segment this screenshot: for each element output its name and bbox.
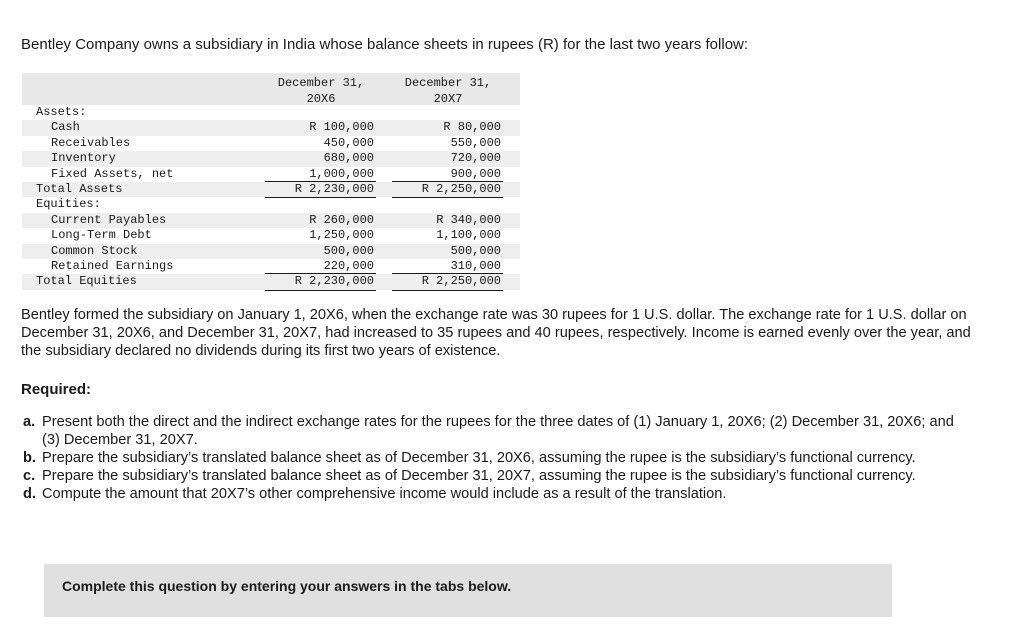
requirement-d: d. Compute the amount that 20X7’s other comprehensive income would include as a result of the translation.: [23, 486, 727, 502]
table-row: Inventory 680,000 720,000: [22, 151, 520, 166]
table-row: Retained Earnings 220,000 310,000: [51, 258, 501, 273]
table-row: Receivables 450,000 550,000: [51, 135, 501, 150]
required-heading: Required:: [21, 381, 92, 398]
intro-text: Bentley Company owns a subsidiary in India whose balance sheets in rupees (R) for the last two years follow:: [21, 36, 749, 53]
table-row: Cash R 100,000 R 80,000: [22, 120, 520, 135]
total-assets-row: Total Assets R 2,230,000 R 2,250,000: [22, 182, 520, 197]
column-header-20x7: December 31, 20X7: [404, 76, 492, 106]
table-row: Long-Term Debt 1,250,000 1,100,000: [51, 228, 501, 243]
section-label-assets: Assets:: [36, 105, 87, 119]
total-equities-row: Total Equities R 2,230,000 R 2,250,000: [22, 274, 520, 289]
instruction-banner: [44, 564, 892, 617]
requirements-list: [23, 413, 973, 503]
table-row: Current Payables R 260,000 R 340,000: [22, 213, 520, 228]
requirement-b: b. Prepare the subsidiary’s translated balance sheet as of December 31, 20X6, assuming the rupee is the subsidiary’s functional currency.: [23, 450, 916, 466]
table-header: [22, 73, 520, 105]
table-row: Fixed Assets, net 1,000,000 900,000: [51, 166, 501, 181]
banner-text: Complete this question by entering your answers in the tabs below.: [62, 578, 512, 594]
balance-sheet-table: [34, 73, 520, 290]
total-rule: [392, 290, 503, 291]
table-row: Common Stock 500,000 500,000: [22, 244, 520, 259]
requirement-a: a. Present both the direct and the indirect exchange rates for the rupees for the three dates of (1) January 1, 20X6; (2) December 31, 20X6; and (3) December 31, 20X7.: [23, 414, 954, 448]
section-label-equities: Equities:: [36, 197, 101, 212]
total-rule: [265, 290, 376, 291]
requirement-c: c. Prepare the subsidiary’s translated balance sheet as of December 31, 20X7, assuming the rupee is the subsidiary’s functional currency.: [23, 468, 916, 484]
column-header-20x6: December 31, 20X6: [277, 76, 365, 106]
exchange-rate-paragraph: Bentley formed the subsidiary on January 1, 20X6, when the exchange rate was 30 rupees for 1 U.S. dollar. The exchange rate for 1 U.S. dollar on December 31, 20X6, and December 31, 20X7, had increased to 35 rupees and 40 rupees, respectively. Income is earned evenly over the year, and the subsidiary declared no dividends during its first two years of existence.: [21, 307, 971, 359]
